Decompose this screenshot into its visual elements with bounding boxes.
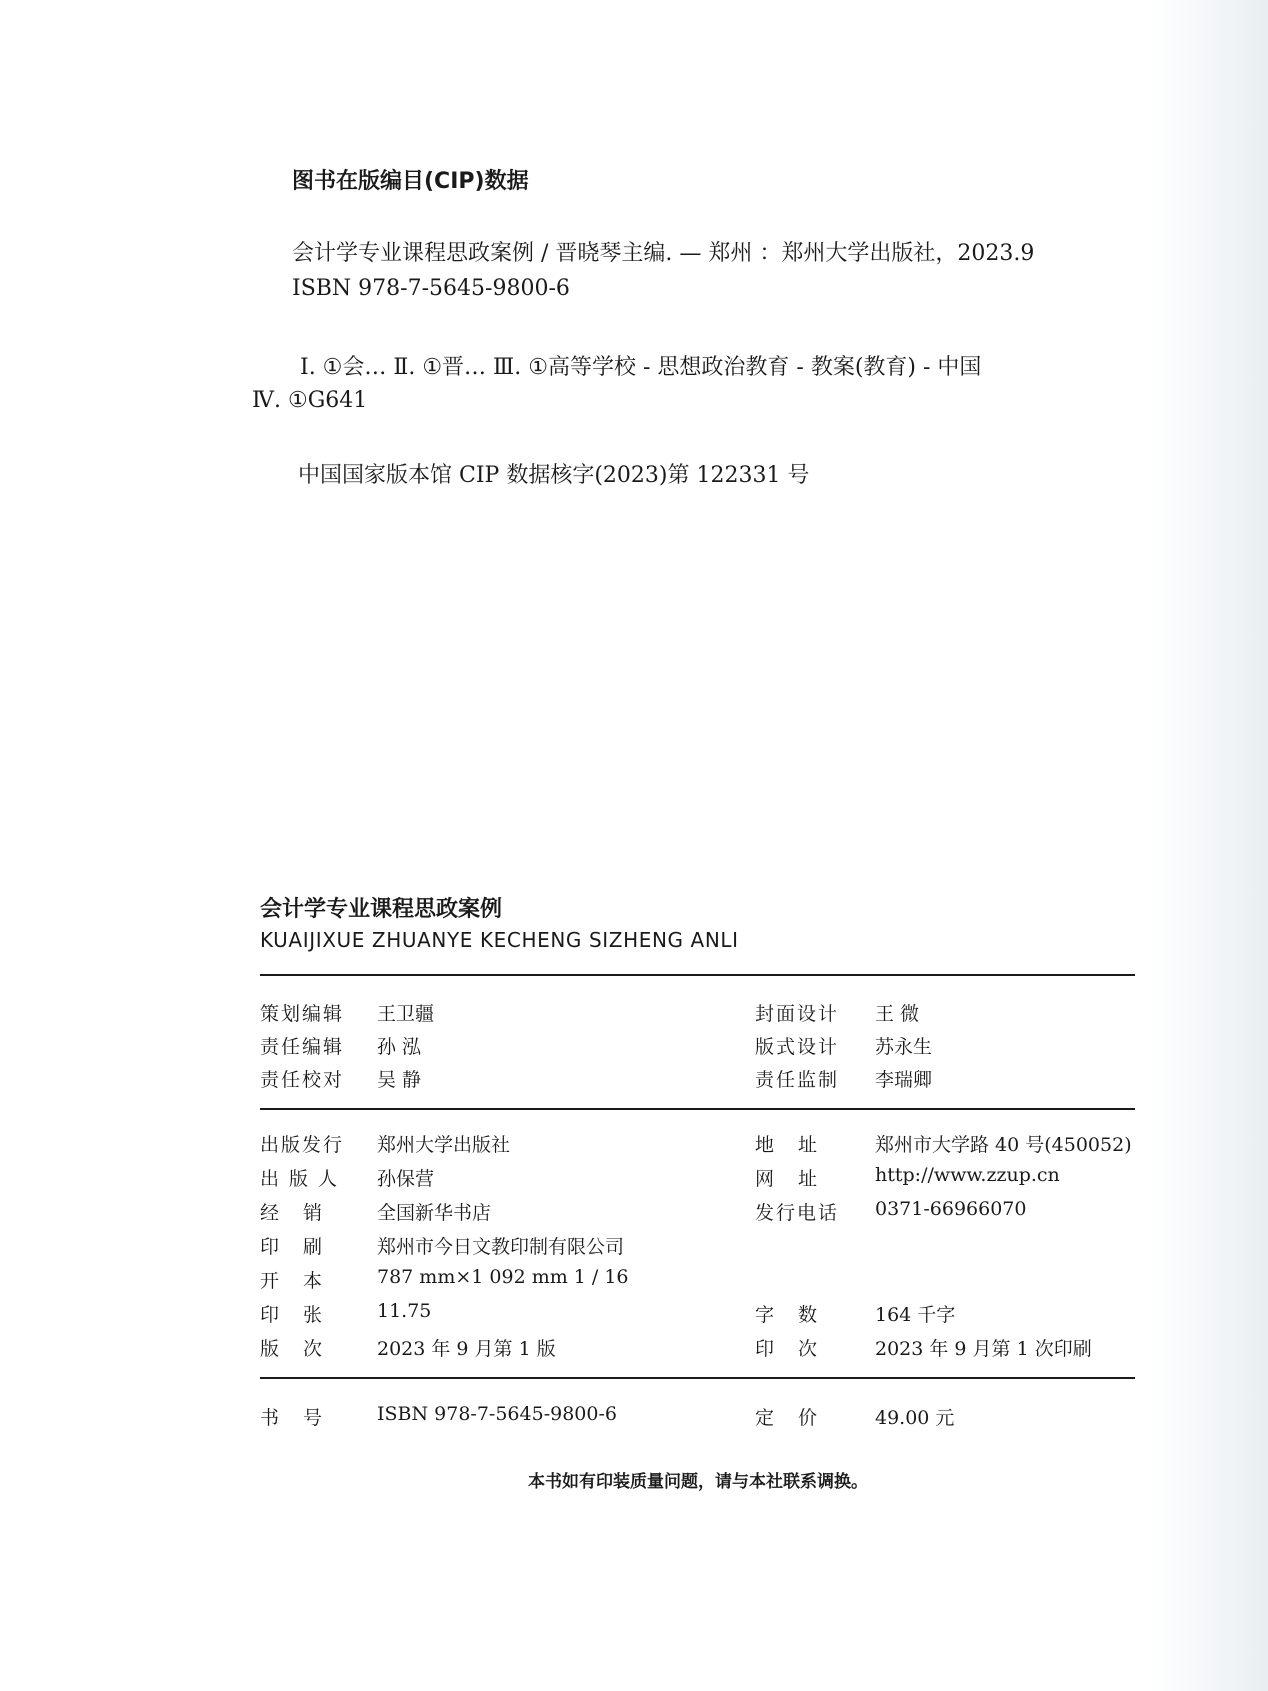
- row-value: 787 mm×1 092 mm 1 / 16: [377, 1266, 629, 1288]
- cip-approval: 中国国家版本馆 CIP 数据核字(2023)第 122331 号: [298, 463, 810, 488]
- pub-row: [260, 1164, 1135, 1194]
- cip-record: 会计学专业课程思政案例 / 晋晓琴主编. — 郑州 ：郑州大学出版社，2023.9: [292, 241, 1035, 266]
- row-label-right: 地址: [755, 1134, 842, 1156]
- row-label: 印刷: [260, 1236, 347, 1258]
- pub-row: [260, 1334, 1135, 1364]
- rule-middle: [260, 1108, 1135, 1110]
- rule-lower: [260, 1377, 1135, 1379]
- row-value-right: http://www.zzup.cn: [875, 1164, 1060, 1186]
- row-value: 11.75: [377, 1300, 432, 1322]
- row-label-right: 封面设计: [755, 1003, 840, 1025]
- row-label: 版次: [260, 1338, 347, 1360]
- row-value: 郑州大学出版社: [377, 1134, 511, 1156]
- staff-row: [260, 1065, 1135, 1095]
- row-label: 出版发行: [260, 1134, 345, 1156]
- pub-row: [260, 1198, 1135, 1228]
- row-value-right: 164 千字: [875, 1304, 956, 1326]
- staff-row: [260, 1032, 1135, 1062]
- row-label: 印张: [260, 1304, 347, 1326]
- cip-heading: 图书在版编目(CIP)数据: [292, 169, 529, 194]
- cip-isbn: ISBN 978-7-5645-9800-6: [292, 276, 570, 301]
- row-value-right: 郑州市大学路 40 号(450052): [875, 1134, 1132, 1156]
- row-label: 责任校对: [260, 1069, 345, 1091]
- row-value-right: 李瑞卿: [875, 1069, 933, 1091]
- row-value: 王卫疆: [377, 1003, 435, 1025]
- rule-top: [260, 974, 1135, 976]
- quality-notice: 本书如有印装质量问题，请与本社联系调换。: [528, 1472, 868, 1492]
- row-label: 书号: [260, 1407, 347, 1429]
- row-label: 责任编辑: [260, 1036, 345, 1058]
- pub-row: [260, 1232, 1135, 1262]
- staff-row: [260, 999, 1135, 1029]
- price-row: [260, 1403, 1135, 1433]
- row-label: 出版人: [260, 1168, 348, 1190]
- row-label: 经销: [260, 1202, 347, 1224]
- book-title-pinyin: KUAIJIXUE ZHUANYE KECHENG SIZHENG ANLI: [260, 928, 739, 952]
- row-label-right: 字数: [755, 1304, 842, 1326]
- row-label-right: 印次: [755, 1338, 842, 1360]
- row-label: 开本: [260, 1270, 347, 1292]
- row-value-right: 王 微: [875, 1003, 920, 1025]
- row-value: 吴 静: [377, 1069, 422, 1091]
- row-label-right: 网址: [755, 1168, 842, 1190]
- row-value: ISBN 978-7-5645-9800-6: [377, 1403, 617, 1425]
- row-value: 郑州市今日文教印制有限公司: [377, 1236, 625, 1258]
- row-value-right: 49.00 元: [875, 1407, 955, 1429]
- scanned-page-edge: [1150, 0, 1268, 1691]
- row-value-right: 2023 年 9 月第 1 次印刷: [875, 1338, 1092, 1360]
- book-title-cn: 会计学专业课程思政案例: [260, 897, 503, 922]
- row-label-right: 版式设计: [755, 1036, 840, 1058]
- row-value-right: 0371-66966070: [875, 1198, 1027, 1220]
- row-value: 2023 年 9 月第 1 版: [377, 1338, 556, 1360]
- row-label-right: 定价: [755, 1407, 842, 1429]
- pub-row: [260, 1130, 1135, 1160]
- row-label-right: 发行电话: [755, 1202, 840, 1224]
- cip-class-line: Ⅳ. ①G641: [252, 388, 368, 413]
- pub-row: [260, 1266, 1135, 1296]
- row-value: 孙 泓: [377, 1036, 422, 1058]
- row-value: 孙保营: [377, 1168, 435, 1190]
- row-value: 全国新华书店: [377, 1202, 492, 1224]
- row-label-right: 责任监制: [755, 1069, 840, 1091]
- cip-subject-line: Ⅰ. ①会… Ⅱ. ①晋… Ⅲ. ①高等学校 - 思想政治教育 - 教案(教育) - 中国: [300, 355, 982, 380]
- pub-row: [260, 1300, 1135, 1330]
- row-value-right: 苏永生: [875, 1036, 933, 1058]
- row-label: 策划编辑: [260, 1003, 345, 1025]
